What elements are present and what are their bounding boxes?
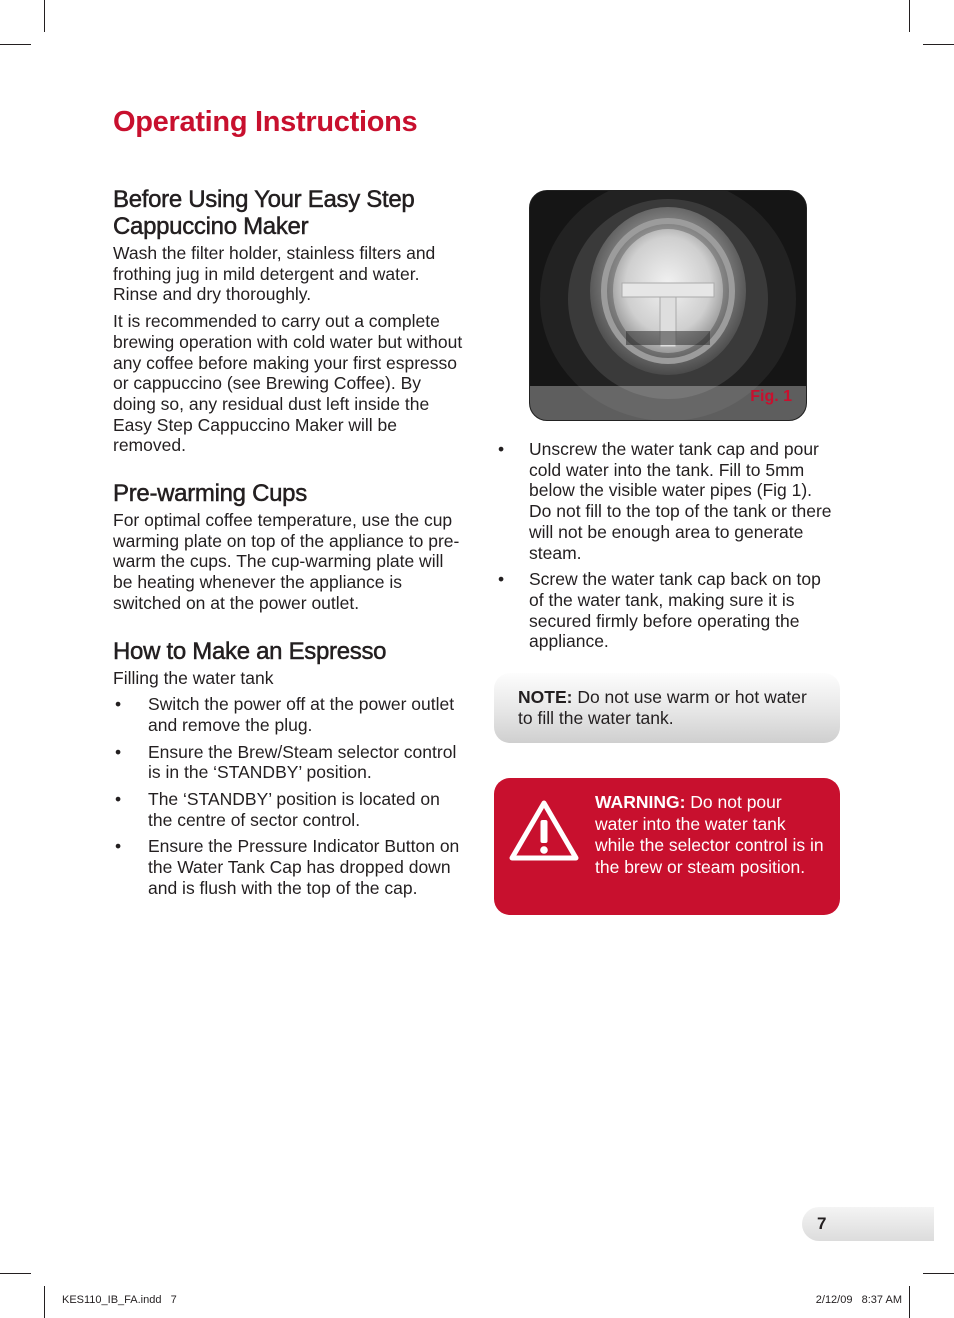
note-box bbox=[494, 673, 840, 743]
crop-mark bbox=[44, 1286, 45, 1318]
section-heading-espresso: How to Make an Espresso bbox=[113, 637, 387, 665]
footer-file-name: KES110_IB_FA.indd 7 bbox=[62, 1294, 177, 1306]
warning-text: Do not pour water into the water tank while the selector control is in the brew or steam position. bbox=[595, 792, 824, 877]
warning-box bbox=[494, 778, 840, 915]
list-item: • Ensure the Pressure Indicator Button on the Water Tank Cap has dropped down and is flush with the top of the cap. bbox=[113, 836, 463, 898]
list-item: • Screw the water tank cap back on top of the water tank, making sure it is secured firmly before operating the appliance. bbox=[496, 569, 836, 652]
section-pre-warming bbox=[113, 480, 463, 614]
note-label: NOTE: bbox=[518, 687, 573, 707]
list-item: • Unscrew the water tank cap and pour cold water into the tank. Fill to 5mm below the visible water pipes (Fig 1). Do not fill to the top of the tank or there will not be enough area to generate steam. bbox=[496, 439, 836, 563]
page-number: 7 bbox=[817, 1214, 827, 1233]
footer-date: 2/12/09 8:37 AM bbox=[815, 1294, 902, 1306]
warning-text-block bbox=[595, 792, 825, 878]
section-paragraph: It is recommended to carry out a complete brewing operation with cold water but without any coffee before making your first espresso or cappuccino (see Brewing Coffee). By doing so, any residual dust left inside the Easy Step Cappuccino Maker will be removed. bbox=[113, 311, 463, 456]
crop-mark bbox=[0, 1273, 31, 1274]
crop-mark bbox=[909, 0, 910, 32]
crop-mark bbox=[44, 0, 45, 32]
section-espresso bbox=[113, 638, 463, 899]
list-item: • The ‘STANDBY’ position is located on the centre of sector control. bbox=[113, 789, 463, 830]
crop-mark bbox=[0, 44, 31, 45]
section-paragraph: For optimal coffee temperature, use the cup warming plate on top of the appliance to pre-warm the cups. The cup-warming plate will be heating whenever the appliance is switched on at the power outlet. bbox=[113, 510, 460, 613]
right-column bbox=[496, 439, 836, 652]
bullet-list bbox=[496, 439, 836, 652]
section-paragraph: Wash the filter holder, stainless filters and frothing jug in mild detergent and water. Rinse and dry thoroughly. bbox=[113, 243, 436, 305]
note-text: Do not use warm or hot water to fill the water tank. bbox=[518, 687, 807, 728]
section-heading-pre-warming: Pre-warming Cups bbox=[113, 480, 307, 508]
crop-mark bbox=[923, 1273, 954, 1274]
figure-water-tank-photo bbox=[529, 190, 807, 421]
left-column bbox=[113, 186, 463, 899]
section-heading-before-using: Before Using Your Easy Step Cappuccino Maker bbox=[113, 186, 415, 240]
water-tank-opening-image bbox=[530, 191, 806, 420]
figure-label: Fig. 1 bbox=[750, 388, 792, 405]
crop-mark bbox=[909, 1286, 910, 1318]
warning-icon bbox=[508, 798, 580, 862]
bullet-list bbox=[113, 694, 463, 898]
page-title: Operating Instructions bbox=[113, 106, 418, 138]
list-item: • Ensure the Brew/Steam selector control is in the ‘STANDBY’ position. bbox=[113, 742, 463, 783]
section-subheading: Filling the water tank bbox=[113, 667, 274, 688]
crop-mark bbox=[923, 44, 954, 45]
page-number-tab bbox=[802, 1207, 934, 1241]
list-item: • Switch the power off at the power outlet and remove the plug. bbox=[113, 694, 463, 735]
warning-label: WARNING: bbox=[595, 792, 686, 812]
